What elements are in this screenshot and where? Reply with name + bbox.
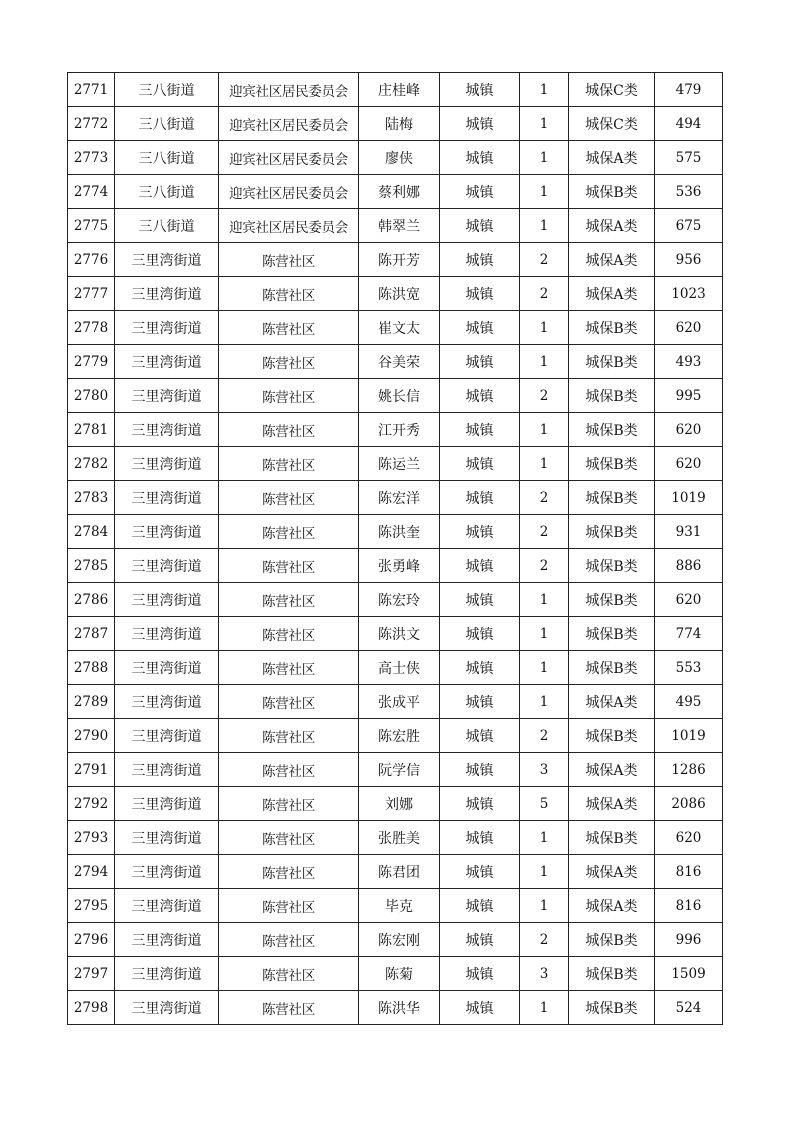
cell-insurance-category: 城保A类 [569,787,655,821]
cell-community: 陈营社区 [219,447,359,481]
cell-row-number: 2797 [68,957,115,991]
cell-household-size: 2 [520,719,569,753]
cell-household-size: 1 [520,991,569,1025]
cell-insurance-category: 城保C类 [569,73,655,107]
cell-person-name: 姚长信 [359,379,440,413]
cell-person-name: 张成平 [359,685,440,719]
cell-amount: 774 [655,617,723,651]
cell-household-size: 2 [520,243,569,277]
table-row [68,957,723,991]
cell-amount: 620 [655,447,723,481]
cell-area-type: 城镇 [440,821,520,855]
table-row [68,787,723,821]
table-row [68,651,723,685]
cell-row-number: 2791 [68,753,115,787]
table-row [68,345,723,379]
cell-insurance-category: 城保B类 [569,311,655,345]
cell-community: 陈营社区 [219,583,359,617]
cell-street: 三里湾街道 [115,821,219,855]
table-row [68,379,723,413]
cell-area-type: 城镇 [440,855,520,889]
cell-insurance-category: 城保B类 [569,175,655,209]
cell-row-number: 2782 [68,447,115,481]
cell-street: 三里湾街道 [115,243,219,277]
cell-area-type: 城镇 [440,923,520,957]
cell-insurance-category: 城保C类 [569,107,655,141]
cell-amount: 479 [655,73,723,107]
cell-household-size: 1 [520,413,569,447]
cell-person-name: 陈宏胜 [359,719,440,753]
cell-insurance-category: 城保A类 [569,889,655,923]
table-row [68,73,723,107]
cell-insurance-category: 城保B类 [569,617,655,651]
cell-person-name: 庄桂峰 [359,73,440,107]
cell-amount: 1023 [655,277,723,311]
cell-amount: 1019 [655,481,723,515]
cell-person-name: 江开秀 [359,413,440,447]
cell-person-name: 崔文太 [359,311,440,345]
cell-insurance-category: 城保B类 [569,379,655,413]
cell-amount: 1019 [655,719,723,753]
cell-insurance-category: 城保B类 [569,957,655,991]
cell-insurance-category: 城保A类 [569,243,655,277]
cell-area-type: 城镇 [440,651,520,685]
cell-person-name: 陈宏洋 [359,481,440,515]
table-row [68,243,723,277]
cell-street: 三里湾街道 [115,923,219,957]
cell-insurance-category: 城保B类 [569,447,655,481]
cell-area-type: 城镇 [440,277,520,311]
cell-person-name: 张勇峰 [359,549,440,583]
cell-amount: 816 [655,855,723,889]
cell-insurance-category: 城保A类 [569,753,655,787]
cell-street: 三里湾街道 [115,787,219,821]
cell-row-number: 2792 [68,787,115,821]
cell-community: 迎宾社区居民委员会 [219,175,359,209]
cell-household-size: 1 [520,345,569,379]
cell-row-number: 2784 [68,515,115,549]
table-row [68,583,723,617]
cell-street: 三里湾街道 [115,583,219,617]
cell-person-name: 陈菊 [359,957,440,991]
cell-row-number: 2773 [68,141,115,175]
cell-amount: 494 [655,107,723,141]
cell-street: 三里湾街道 [115,617,219,651]
cell-street: 三八街道 [115,141,219,175]
cell-person-name: 陈运兰 [359,447,440,481]
cell-insurance-category: 城保B类 [569,821,655,855]
cell-amount: 995 [655,379,723,413]
cell-community: 陈营社区 [219,277,359,311]
cell-community: 陈营社区 [219,685,359,719]
cell-area-type: 城镇 [440,311,520,345]
cell-household-size: 1 [520,651,569,685]
cell-row-number: 2781 [68,413,115,447]
cell-insurance-category: 城保A类 [569,209,655,243]
cell-row-number: 2771 [68,73,115,107]
cell-amount: 956 [655,243,723,277]
cell-row-number: 2783 [68,481,115,515]
cell-street: 三里湾街道 [115,889,219,923]
cell-row-number: 2796 [68,923,115,957]
cell-street: 三八街道 [115,175,219,209]
cell-insurance-category: 城保B类 [569,515,655,549]
cell-community: 陈营社区 [219,855,359,889]
cell-area-type: 城镇 [440,175,520,209]
table-row [68,855,723,889]
cell-insurance-category: 城保B类 [569,651,655,685]
cell-row-number: 2789 [68,685,115,719]
cell-amount: 996 [655,923,723,957]
cell-row-number: 2798 [68,991,115,1025]
cell-amount: 495 [655,685,723,719]
cell-person-name: 陈宏玲 [359,583,440,617]
roster-table [67,72,723,1025]
table-row [68,549,723,583]
cell-person-name: 高士侠 [359,651,440,685]
cell-area-type: 城镇 [440,481,520,515]
cell-street: 三里湾街道 [115,515,219,549]
cell-household-size: 2 [520,515,569,549]
table-row [68,141,723,175]
table-row [68,753,723,787]
cell-household-size: 3 [520,753,569,787]
cell-household-size: 1 [520,175,569,209]
cell-area-type: 城镇 [440,515,520,549]
cell-community: 陈营社区 [219,787,359,821]
cell-area-type: 城镇 [440,209,520,243]
cell-community: 迎宾社区居民委员会 [219,107,359,141]
cell-community: 陈营社区 [219,651,359,685]
cell-insurance-category: 城保A类 [569,277,655,311]
cell-amount: 620 [655,583,723,617]
cell-household-size: 1 [520,685,569,719]
cell-community: 陈营社区 [219,821,359,855]
cell-row-number: 2785 [68,549,115,583]
cell-insurance-category: 城保A类 [569,685,655,719]
cell-area-type: 城镇 [440,957,520,991]
cell-community: 陈营社区 [219,719,359,753]
cell-street: 三里湾街道 [115,549,219,583]
cell-household-size: 1 [520,855,569,889]
cell-insurance-category: 城保B类 [569,991,655,1025]
cell-community: 迎宾社区居民委员会 [219,73,359,107]
cell-amount: 1509 [655,957,723,991]
cell-row-number: 2777 [68,277,115,311]
cell-household-size: 1 [520,447,569,481]
cell-community: 陈营社区 [219,413,359,447]
cell-amount: 1286 [655,753,723,787]
cell-amount: 620 [655,413,723,447]
cell-household-size: 1 [520,821,569,855]
cell-insurance-category: 城保B类 [569,583,655,617]
table-row [68,175,723,209]
cell-row-number: 2793 [68,821,115,855]
table-row [68,107,723,141]
cell-insurance-category: 城保B类 [569,923,655,957]
cell-row-number: 2779 [68,345,115,379]
table-row [68,481,723,515]
cell-household-size: 5 [520,787,569,821]
cell-amount: 575 [655,141,723,175]
cell-amount: 620 [655,311,723,345]
cell-person-name: 陆梅 [359,107,440,141]
cell-street: 三里湾街道 [115,753,219,787]
cell-person-name: 陈宏刚 [359,923,440,957]
cell-person-name: 陈洪宽 [359,277,440,311]
cell-area-type: 城镇 [440,447,520,481]
table-row [68,719,723,753]
cell-area-type: 城镇 [440,991,520,1025]
cell-insurance-category: 城保B类 [569,719,655,753]
cell-insurance-category: 城保B类 [569,549,655,583]
cell-row-number: 2794 [68,855,115,889]
cell-household-size: 1 [520,141,569,175]
cell-community: 陈营社区 [219,515,359,549]
table-row [68,923,723,957]
cell-amount: 886 [655,549,723,583]
cell-community: 陈营社区 [219,549,359,583]
cell-person-name: 陈开芳 [359,243,440,277]
cell-row-number: 2775 [68,209,115,243]
cell-household-size: 2 [520,549,569,583]
cell-street: 三里湾街道 [115,685,219,719]
cell-street: 三里湾街道 [115,481,219,515]
cell-row-number: 2780 [68,379,115,413]
cell-area-type: 城镇 [440,243,520,277]
cell-person-name: 谷美荣 [359,345,440,379]
cell-household-size: 1 [520,617,569,651]
cell-row-number: 2786 [68,583,115,617]
cell-street: 三里湾街道 [115,345,219,379]
cell-street: 三里湾街道 [115,855,219,889]
cell-community: 迎宾社区居民委员会 [219,141,359,175]
cell-household-size: 1 [520,583,569,617]
cell-street: 三里湾街道 [115,991,219,1025]
cell-community: 迎宾社区居民委员会 [219,209,359,243]
cell-area-type: 城镇 [440,617,520,651]
cell-insurance-category: 城保A类 [569,855,655,889]
table-row [68,889,723,923]
cell-street: 三里湾街道 [115,957,219,991]
cell-person-name: 陈洪奎 [359,515,440,549]
cell-community: 陈营社区 [219,991,359,1025]
cell-area-type: 城镇 [440,379,520,413]
cell-insurance-category: 城保B类 [569,413,655,447]
cell-row-number: 2787 [68,617,115,651]
cell-amount: 536 [655,175,723,209]
cell-street: 三里湾街道 [115,379,219,413]
cell-row-number: 2778 [68,311,115,345]
cell-street: 三里湾街道 [115,447,219,481]
table-row [68,311,723,345]
cell-person-name: 韩翠兰 [359,209,440,243]
cell-household-size: 1 [520,209,569,243]
table-row [68,515,723,549]
cell-street: 三里湾街道 [115,651,219,685]
cell-household-size: 1 [520,889,569,923]
cell-row-number: 2772 [68,107,115,141]
cell-insurance-category: 城保A类 [569,141,655,175]
cell-area-type: 城镇 [440,107,520,141]
cell-household-size: 1 [520,107,569,141]
table-row [68,991,723,1025]
cell-street: 三里湾街道 [115,719,219,753]
cell-person-name: 毕克 [359,889,440,923]
cell-row-number: 2790 [68,719,115,753]
table-row [68,413,723,447]
cell-community: 陈营社区 [219,889,359,923]
cell-community: 陈营社区 [219,481,359,515]
cell-amount: 524 [655,991,723,1025]
cell-insurance-category: 城保B类 [569,345,655,379]
cell-person-name: 阮学信 [359,753,440,787]
cell-street: 三里湾街道 [115,277,219,311]
cell-community: 陈营社区 [219,957,359,991]
cell-community: 陈营社区 [219,753,359,787]
table-row [68,821,723,855]
cell-insurance-category: 城保B类 [569,481,655,515]
cell-person-name: 刘娜 [359,787,440,821]
cell-community: 陈营社区 [219,311,359,345]
cell-household-size: 1 [520,73,569,107]
cell-community: 陈营社区 [219,923,359,957]
cell-row-number: 2795 [68,889,115,923]
cell-person-name: 陈洪华 [359,991,440,1025]
cell-area-type: 城镇 [440,787,520,821]
cell-community: 陈营社区 [219,243,359,277]
cell-household-size: 2 [520,277,569,311]
cell-street: 三里湾街道 [115,311,219,345]
cell-household-size: 2 [520,481,569,515]
cell-person-name: 陈洪文 [359,617,440,651]
cell-area-type: 城镇 [440,889,520,923]
cell-area-type: 城镇 [440,753,520,787]
cell-area-type: 城镇 [440,413,520,447]
cell-area-type: 城镇 [440,685,520,719]
cell-area-type: 城镇 [440,549,520,583]
cell-amount: 553 [655,651,723,685]
cell-person-name: 张胜美 [359,821,440,855]
cell-amount: 493 [655,345,723,379]
cell-street: 三八街道 [115,73,219,107]
cell-row-number: 2774 [68,175,115,209]
cell-area-type: 城镇 [440,583,520,617]
cell-row-number: 2788 [68,651,115,685]
table-row [68,277,723,311]
cell-person-name: 蔡利娜 [359,175,440,209]
cell-amount: 2086 [655,787,723,821]
cell-amount: 816 [655,889,723,923]
table-row [68,447,723,481]
table-row [68,209,723,243]
table-row [68,617,723,651]
cell-person-name: 陈君团 [359,855,440,889]
cell-household-size: 2 [520,923,569,957]
cell-community: 陈营社区 [219,617,359,651]
table-row [68,685,723,719]
cell-street: 三八街道 [115,209,219,243]
cell-area-type: 城镇 [440,719,520,753]
cell-household-size: 2 [520,379,569,413]
cell-community: 陈营社区 [219,379,359,413]
roster-body [68,73,723,1025]
cell-area-type: 城镇 [440,73,520,107]
cell-area-type: 城镇 [440,141,520,175]
cell-household-size: 3 [520,957,569,991]
cell-person-name: 廖侠 [359,141,440,175]
cell-community: 陈营社区 [219,345,359,379]
cell-amount: 675 [655,209,723,243]
cell-household-size: 1 [520,311,569,345]
cell-street: 三八街道 [115,107,219,141]
cell-street: 三里湾街道 [115,413,219,447]
cell-amount: 620 [655,821,723,855]
cell-amount: 931 [655,515,723,549]
cell-row-number: 2776 [68,243,115,277]
cell-area-type: 城镇 [440,345,520,379]
